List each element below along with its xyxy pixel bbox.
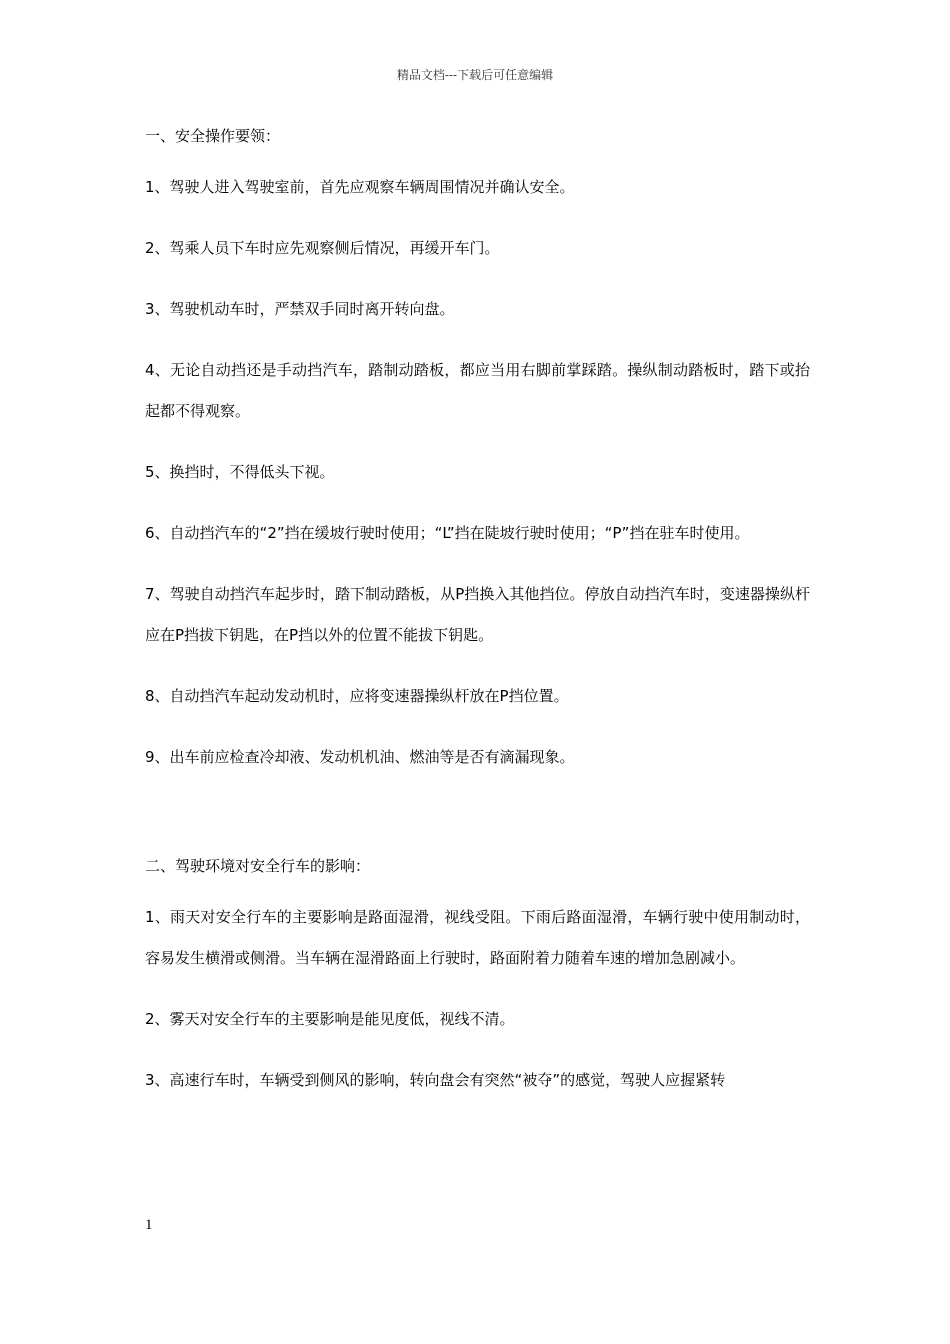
- section1-item-2: 2、驾乘人员下车时应先观察侧后情况，再缓开车门。: [145, 239, 500, 257]
- section1-item-8: 8、自动挡汽车起动发动机时，应将变速器操纵杆放在P挡位置。: [145, 687, 569, 705]
- section1-item-6: 6、自动挡汽车的“2”挡在缓坡行驶时使用；“L”挡在陡坡行驶时使用；“P”挡在驻车时使用。: [145, 524, 750, 542]
- section1-item-3: 3、驾驶机动车时，严禁双手同时离开转向盘。: [145, 300, 455, 318]
- page-number: 1: [145, 1217, 153, 1233]
- section1-item-9: 9、出车前应检查冷却液、发动机机油、燃油等是否有滴漏现象。: [145, 748, 575, 766]
- document-body: [145, 126, 810, 1101]
- section1-item-4: 4、无论自动挡还是手动挡汽车，踏制动踏板，都应当用右脚前掌踩踏。操纵制动踏板时，踏下或抬起都不得观察。: [145, 361, 810, 420]
- section2-item-2: 2、雾天对安全行车的主要影响是能见度低，视线不清。: [145, 1010, 515, 1028]
- section1-item-5: 5、换挡时，不得低头下视。: [145, 463, 335, 481]
- section2-item-1: 1、雨天对安全行车的主要影响是路面湿滑，视线受阻。下雨后路面湿滑，车辆行驶中使用制动时，容易发生横滑或侧滑。当车辆在湿滑路面上行驶时，路面附着力随着车速的增加急剧减小。: [145, 908, 810, 967]
- page-header: 精品文档---下载后可任意编辑: [396, 68, 554, 82]
- section2-item-3: 3、高速行车时，车辆受到侧风的影响，转向盘会有突然“被夺”的感觉，驾驶人应握紧转: [145, 1071, 726, 1089]
- section1-item-1: 1、驾驶人进入驾驶室前，首先应观察车辆周围情况并确认安全。: [145, 178, 575, 196]
- section1-item-7: 7、驾驶自动挡汽车起步时，踏下制动踏板，从P挡换入其他挡位。停放自动挡汽车时，变速器操纵杆应在P挡拔下钥匙，在P挡以外的位置不能拔下钥匙。: [145, 585, 810, 644]
- section2-title: 二、驾驶环境对安全行车的影响：: [145, 857, 371, 875]
- section1-title: 一、安全操作要领：: [145, 127, 281, 145]
